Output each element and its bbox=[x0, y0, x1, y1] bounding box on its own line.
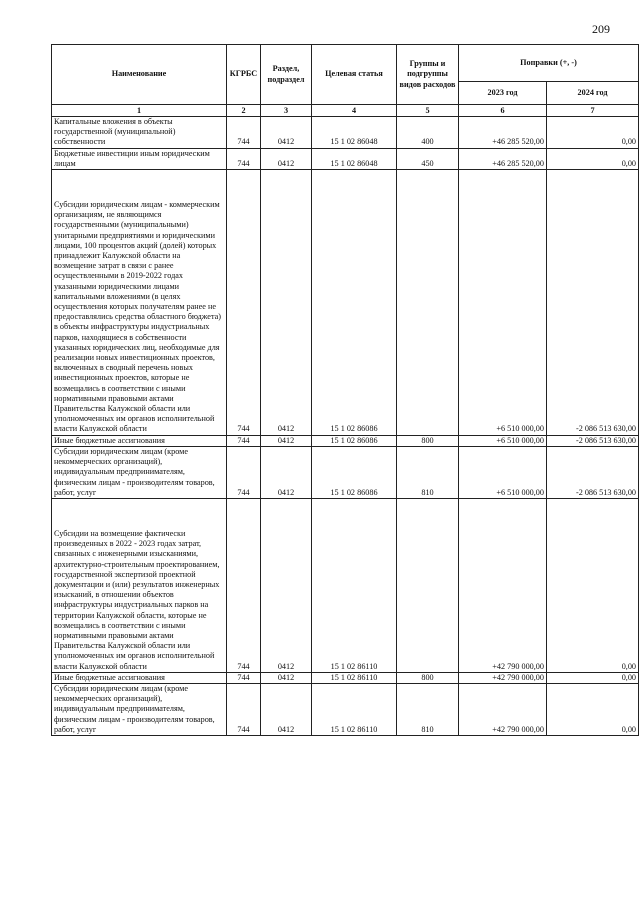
row-amount-2024: 0,00 bbox=[547, 148, 639, 169]
row-group bbox=[397, 170, 459, 436]
column-number: 1 bbox=[52, 105, 227, 117]
header-year-2024: 2024 год bbox=[547, 82, 639, 105]
row-amount-2023: +6 510 000,00 bbox=[459, 435, 547, 446]
row-section: 0412 bbox=[261, 446, 312, 498]
row-target: 15 1 02 86086 bbox=[312, 446, 397, 498]
table-row bbox=[52, 672, 639, 683]
row-target: 15 1 02 86110 bbox=[312, 498, 397, 672]
row-section: 0412 bbox=[261, 683, 312, 735]
header-name: Наименование bbox=[52, 45, 227, 105]
row-target: 15 1 02 86086 bbox=[312, 170, 397, 436]
row-kgrbs: 744 bbox=[227, 683, 261, 735]
row-amount-2023: +6 510 000,00 bbox=[459, 446, 547, 498]
row-group: 450 bbox=[397, 148, 459, 169]
header-groups: Группы и подгруппы видов расходов bbox=[397, 45, 459, 105]
column-number: 3 bbox=[261, 105, 312, 117]
row-target: 15 1 02 86110 bbox=[312, 672, 397, 683]
row-target: 15 1 02 86110 bbox=[312, 683, 397, 735]
row-group: 800 bbox=[397, 435, 459, 446]
row-amount-2024: 0,00 bbox=[547, 498, 639, 672]
table-row bbox=[52, 446, 639, 498]
row-amount-2023: +42 790 000,00 bbox=[459, 683, 547, 735]
table-row bbox=[52, 683, 639, 735]
row-name: Иные бюджетные ассигнования bbox=[52, 672, 227, 683]
row-amount-2023: +42 790 000,00 bbox=[459, 672, 547, 683]
row-group: 810 bbox=[397, 446, 459, 498]
column-number: 5 bbox=[397, 105, 459, 117]
row-section: 0412 bbox=[261, 117, 312, 149]
row-section: 0412 bbox=[261, 148, 312, 169]
column-number: 2 bbox=[227, 105, 261, 117]
row-name: Иные бюджетные ассигнования bbox=[52, 435, 227, 446]
header-target: Целевая статья bbox=[312, 45, 397, 105]
row-kgrbs: 744 bbox=[227, 446, 261, 498]
row-target: 15 1 02 86048 bbox=[312, 117, 397, 149]
row-group: 800 bbox=[397, 672, 459, 683]
row-name: Капитальные вложения в объекты государственной (муниципальной) собственности bbox=[52, 117, 227, 149]
row-amount-2024: 0,00 bbox=[547, 672, 639, 683]
column-number: 6 bbox=[459, 105, 547, 117]
header-section: Раздел, подраздел bbox=[261, 45, 312, 105]
row-amount-2023: +46 285 520,00 bbox=[459, 117, 547, 149]
row-amount-2023: +46 285 520,00 bbox=[459, 148, 547, 169]
row-amount-2024: 0,00 bbox=[547, 117, 639, 149]
row-target: 15 1 02 86048 bbox=[312, 148, 397, 169]
column-number: 7 bbox=[547, 105, 639, 117]
row-name: Субсидии юридическим лицам - коммерческим организациям, не являющимся государственными (муниципальными) унитарными предприятиями и юридическими лицами, 100 процентов акций (долей) которых принадлежит Калужской области на возмещение затрат в связи с ранее осуществленными в 2019-2022 годах указанными юридическими лицами капитальными вложениями (в целях осуществления которых получателям ранее не предоставлялись средства областного бюджета) в объекты инфраструктуры индустриальных парков, находящиеся в собственности указанных юридических лиц, необходимые для реализации новых инвестиционных проектов, включенных в сводный перечень новых инвестиционных проектов, которые не возмещались в соответствии с иными нормативными правовыми актами Правительства Калужской области или уполномоченных им органов исполнительной власти Калужской области bbox=[52, 170, 227, 436]
row-group: 400 bbox=[397, 117, 459, 149]
row-section: 0412 bbox=[261, 498, 312, 672]
header-kgrbs: КГРБС bbox=[227, 45, 261, 105]
row-kgrbs: 744 bbox=[227, 672, 261, 683]
row-group: 810 bbox=[397, 683, 459, 735]
row-name: Субсидии на возмещение фактически произведенных в 2022 - 2023 годах затрат, связанных с инженерными изысканиями, архитектурно-строительным проектированием, государственной экспертизой проектной документации и (или) результатов инженерных изысканий, в отношении объектов инфраструктуры индустриальных парков на территории Калужской области, которые не возмещались в соответствии с иными нормативными правовыми актами Правительства Калужской области или уполномоченных им органов исполнительной власти Калужской области bbox=[52, 498, 227, 672]
row-group bbox=[397, 498, 459, 672]
row-section: 0412 bbox=[261, 170, 312, 436]
row-target: 15 1 02 86086 bbox=[312, 435, 397, 446]
header-year-2023: 2023 год bbox=[459, 82, 547, 105]
table-row bbox=[52, 170, 639, 436]
row-amount-2024: -2 086 513 630,00 bbox=[547, 446, 639, 498]
column-number: 4 bbox=[312, 105, 397, 117]
row-name: Субсидии юридическим лицам (кроме некоммерческих организаций), индивидуальным предпринимателям, физическим лицам - производителям товаров, работ, услуг bbox=[52, 683, 227, 735]
row-name: Бюджетные инвестиции иным юридическим лицам bbox=[52, 148, 227, 169]
row-amount-2023: +6 510 000,00 bbox=[459, 170, 547, 436]
table-row bbox=[52, 117, 639, 149]
table-row bbox=[52, 148, 639, 169]
budget-amendments-table bbox=[51, 44, 639, 736]
row-kgrbs: 744 bbox=[227, 170, 261, 436]
row-amount-2024: 0,00 bbox=[547, 683, 639, 735]
row-kgrbs: 744 bbox=[227, 498, 261, 672]
header-amendments: Поправки (+, -) bbox=[459, 45, 639, 82]
page-number: 209 bbox=[592, 22, 610, 36]
row-section: 0412 bbox=[261, 672, 312, 683]
row-name: Субсидии юридическим лицам (кроме некоммерческих организаций), индивидуальным предпринимателям, физическим лицам - производителям товаров, работ, услуг bbox=[52, 446, 227, 498]
table-row bbox=[52, 498, 639, 672]
row-kgrbs: 744 bbox=[227, 435, 261, 446]
table-row bbox=[52, 435, 639, 446]
row-amount-2024: -2 086 513 630,00 bbox=[547, 170, 639, 436]
row-amount-2024: -2 086 513 630,00 bbox=[547, 435, 639, 446]
row-section: 0412 bbox=[261, 435, 312, 446]
row-amount-2023: +42 790 000,00 bbox=[459, 498, 547, 672]
row-kgrbs: 744 bbox=[227, 148, 261, 169]
row-kgrbs: 744 bbox=[227, 117, 261, 149]
